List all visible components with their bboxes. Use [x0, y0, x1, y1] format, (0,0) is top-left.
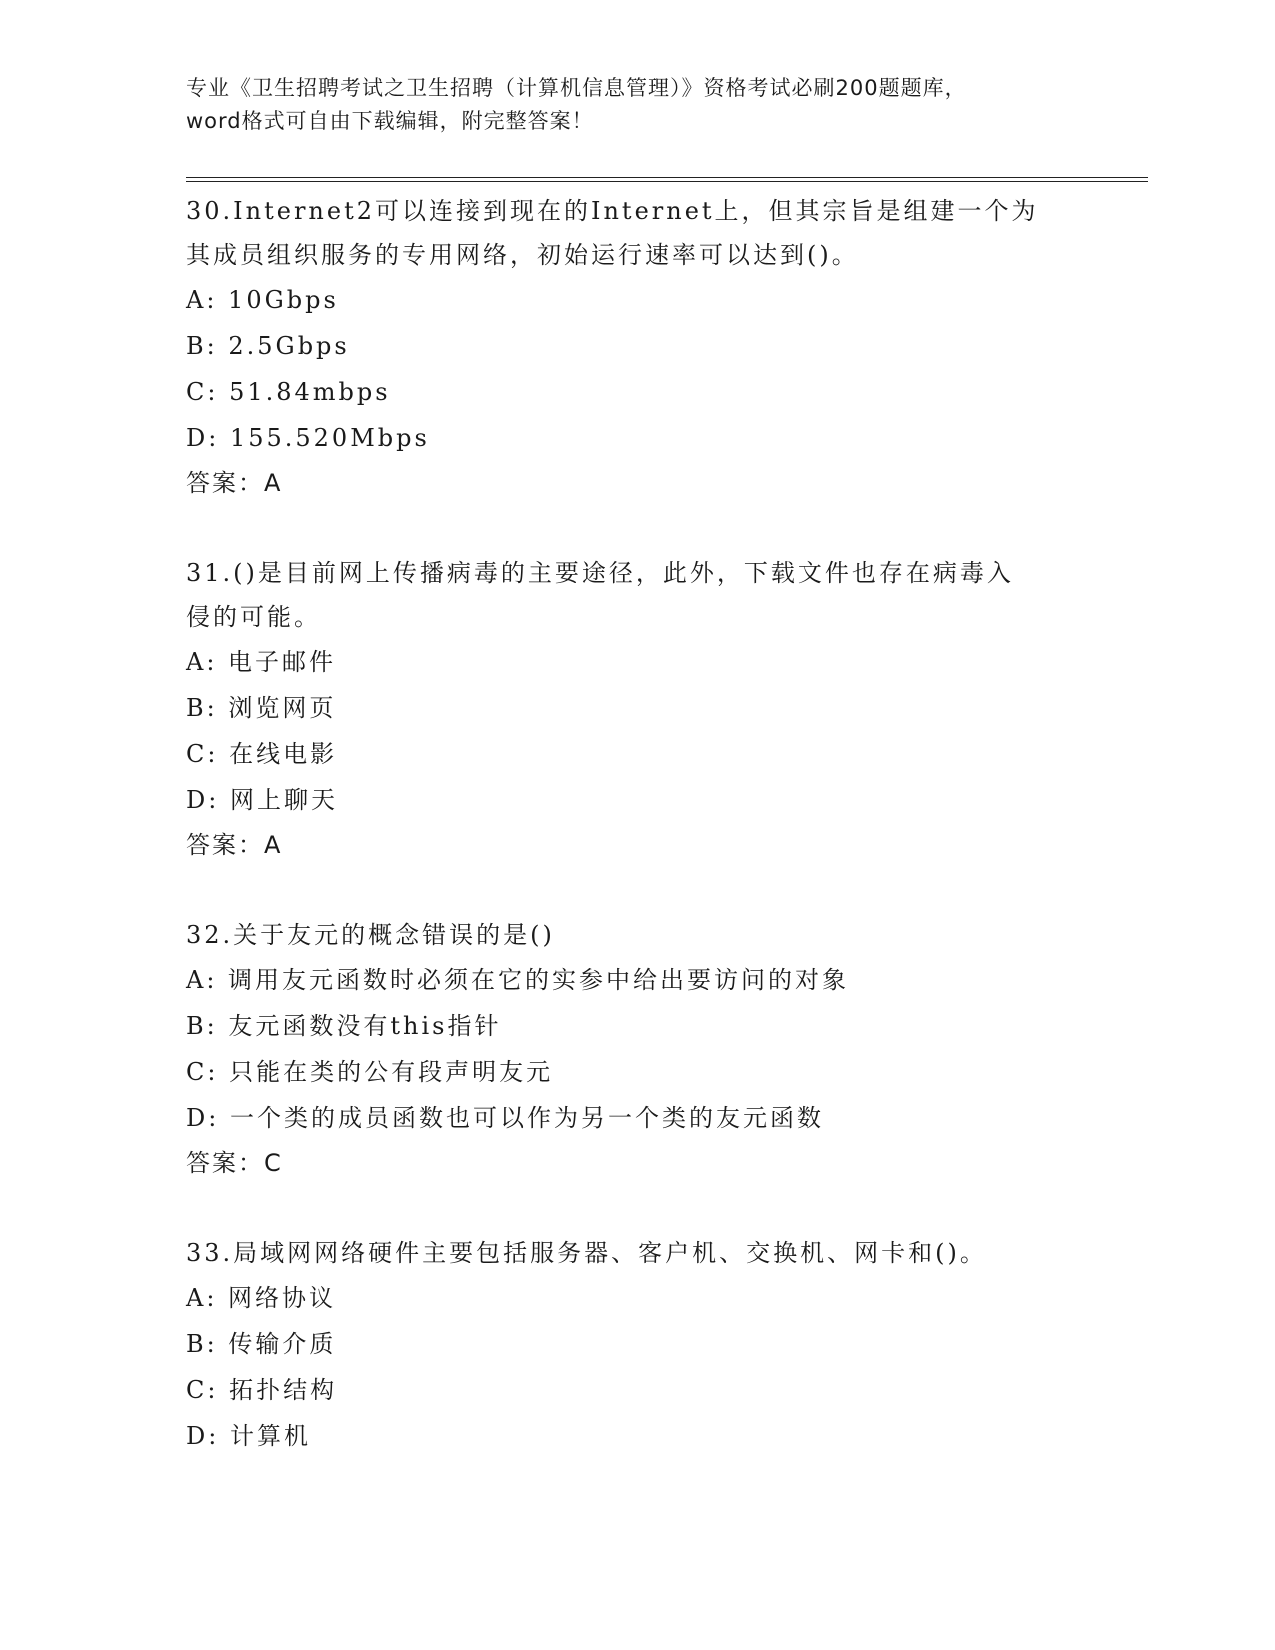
question-list: [186, 189, 1086, 1459]
option-b: B: 浏览网页: [186, 694, 337, 722]
question-text-continued: 侵的可能。: [186, 603, 321, 631]
option-a: A: 网络协议: [186, 1284, 337, 1312]
document-header: [186, 72, 1086, 138]
question-text: 32.关于友元的概念错误的是(): [186, 921, 555, 949]
option-a: A: 10Gbps: [186, 286, 339, 314]
question-text-continued: 其成员组织服务的专用网络，初始运行速率可以达到()。: [186, 241, 859, 269]
question-text: 31.()是目前网上传播病毒的主要途径，此外，下载文件也存在病毒入: [186, 559, 1014, 587]
option-d: D: 一个类的成员函数也可以作为另一个类的友元函数: [186, 1104, 824, 1132]
option-d: D: 计算机: [186, 1422, 311, 1450]
header-title-line-2: word格式可自由下载编辑，附完整答案！: [186, 109, 594, 133]
question-text: 30.Internet2可以连接到现在的Internet上，但其宗旨是组建一个为: [186, 197, 1039, 225]
option-b: B: 友元函数没有this指针: [186, 1012, 502, 1040]
question-32: [186, 913, 1086, 1185]
option-b: B: 2.5Gbps: [186, 332, 350, 360]
option-c: C: 只能在类的公有段声明友元: [186, 1058, 554, 1086]
question-31: [186, 551, 1086, 867]
answer: 答案：A: [186, 831, 283, 859]
option-a: A: 电子邮件: [186, 648, 337, 676]
option-d: D: 网上聊天: [186, 786, 338, 814]
option-a: A: 调用友元函数时必须在它的实参中给出要访问的对象: [186, 966, 850, 994]
option-d: D: 155.520Mbps: [186, 424, 430, 452]
option-c: C: 拓扑结构: [186, 1376, 338, 1404]
answer: 答案：C: [186, 1149, 283, 1177]
question-33: [186, 1231, 1086, 1459]
option-c: C: 在线电影: [186, 740, 338, 768]
header-divider: [186, 177, 1148, 182]
header-title-line-1: 专业《卫生招聘考试之卫生招聘（计算机信息管理）》资格考试必刷200题题库，: [186, 76, 967, 100]
answer: 答案：A: [186, 469, 283, 497]
option-c: C: 51.84mbps: [186, 378, 391, 406]
option-b: B: 传输介质: [186, 1330, 337, 1358]
question-30: [186, 189, 1086, 505]
question-text: 33.局域网网络硬件主要包括服务器、客户机、交换机、网卡和()。: [186, 1239, 987, 1267]
